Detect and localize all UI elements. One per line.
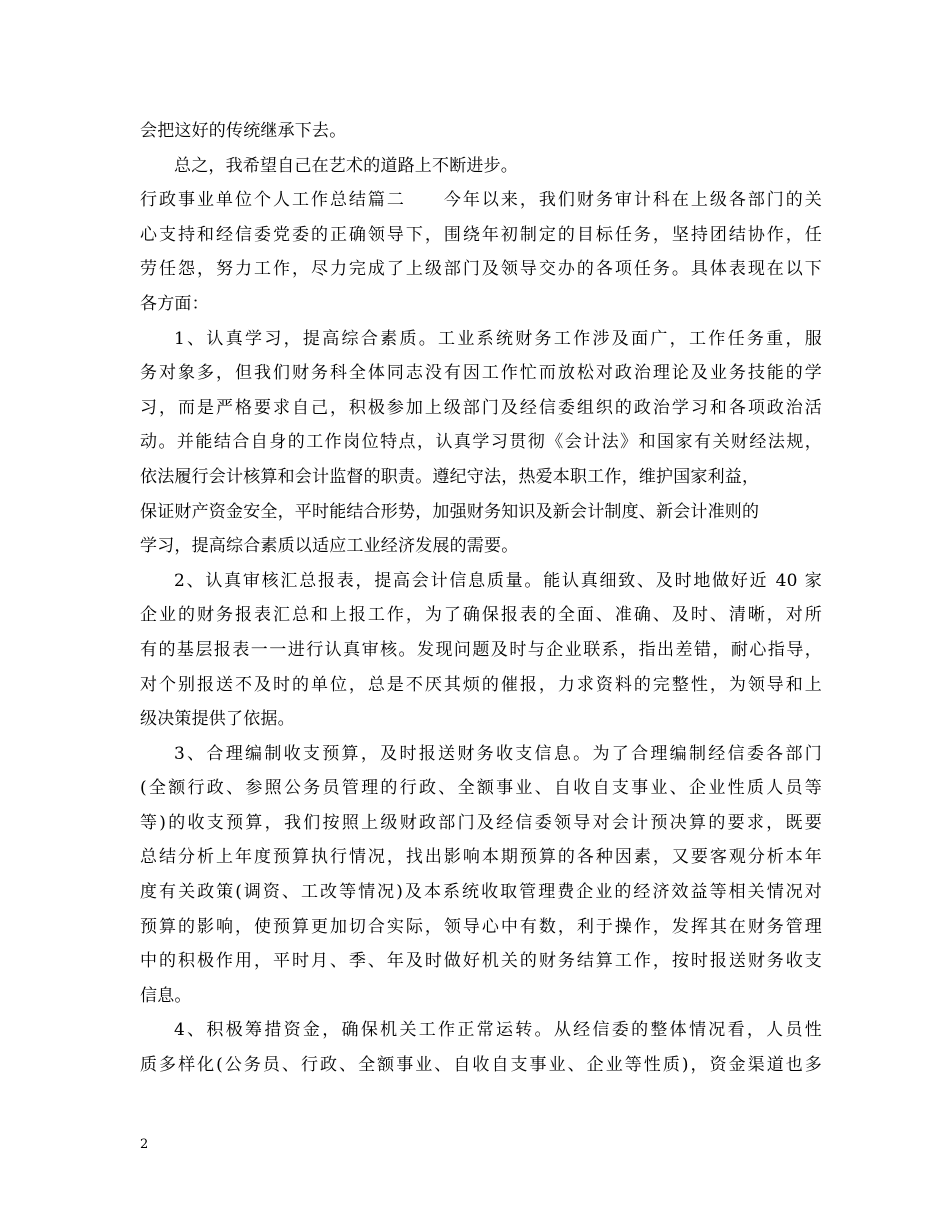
- text-line: 质多样化(公务员、行政、全额事业、自收自支事业、企业等性质)，资金渠道也多: [140, 1055, 822, 1076]
- text-line: 等)的收支预算，我们按照上级财政部门及经信委领导对会计预决算的要求，既要: [140, 812, 822, 833]
- text-line: 学习，提高综合素质以适应工业经济发展的需要。: [140, 536, 519, 557]
- text-line: 信息。: [140, 985, 192, 1006]
- text-line: 各方面：: [140, 293, 209, 314]
- text-line: 习，而是严格要求自己，积极参加上级部门及经信委组织的政治学习和各项政治活: [140, 397, 822, 418]
- document-body: [140, 114, 822, 1083]
- text-line: 对个别报送不及时的单位，总是不厌其烦的催报，力求资料的完整性，为领导和上: [140, 674, 822, 695]
- text-line: 动。并能结合自身的工作岗位特点，认真学习贯彻《会计法》和国家有关财经法规，: [140, 432, 822, 453]
- text-line: 中的积极作用，平时月、季、年及时做好机关的财务结算工作，按时报送财务收支: [140, 951, 822, 972]
- text-line: 企业的财务报表汇总和上报工作，为了确保报表的全面、准确、及时、清晰，对所: [140, 605, 822, 626]
- text-line: 度有关政策(调资、工改等情况)及本系统收取管理费企业的经济效益等相关情况对: [140, 882, 822, 903]
- text-line: 级决策提供了依据。: [140, 709, 295, 730]
- text-line: 3、合理编制收支预算，及时报送财务收支信息。为了合理编制经信委各部门: [174, 743, 822, 764]
- text-line: 4、积极筹措资金，确保机关工作正常运转。从经信委的整体情况看，人员性: [174, 1020, 822, 1041]
- text-line: 心支持和经信委党委的正确领导下，围绕年初制定的目标任务，坚持团结协作，任: [140, 224, 822, 245]
- text-line: (全额行政、参照公务员管理的行政、全额事业、自收自支事业、企业性质人员等: [140, 778, 822, 799]
- text-line: 有的基层报表一一进行认真审核。发现问题及时与企业联系，指出差错，耐心指导，: [140, 639, 822, 660]
- text-line: 行政事业单位个人工作总结篇二 今年以来，我们财务审计科在上级各部门的关: [140, 190, 822, 211]
- text-line: 预算的影响，使预算更加切合实际，领导心中有数，利于操作，发挥其在财务管理: [140, 916, 822, 937]
- text-line: 2、认真审核汇总报表，提高会计信息质量。能认真细致、及时地做好近 40 家: [174, 570, 822, 591]
- text-line: 劳任怨，努力工作，尽力完成了上级部门及领导交办的各项任务。具体表现在以下: [140, 259, 822, 280]
- page-number: 2: [140, 1137, 149, 1152]
- text-line: 总结分析上年度预算执行情况，找出影响本期预算的各种因素，又要客观分析本年: [140, 847, 822, 868]
- text-line: 保证财产资金安全，平时能结合形势，加强财务知识及新会计制度、新会计准则的: [140, 501, 760, 522]
- text-line: 总之，我希望自己在艺术的道路上不断进步。: [174, 155, 518, 176]
- text-line: 会把这好的传统继承下去。: [140, 121, 347, 141]
- text-line: 务对象多，但我们财务科全体同志没有因工作忙而放松对政治理论及业务技能的学: [140, 363, 822, 384]
- text-line: 1、认真学习，提高综合素质。工业系统财务工作涉及面广，工作任务重，服: [174, 328, 822, 349]
- text-line: 依法履行会计核算和会计监督的职责。遵纪守法，热爱本职工作，维护国家利益，: [140, 466, 760, 487]
